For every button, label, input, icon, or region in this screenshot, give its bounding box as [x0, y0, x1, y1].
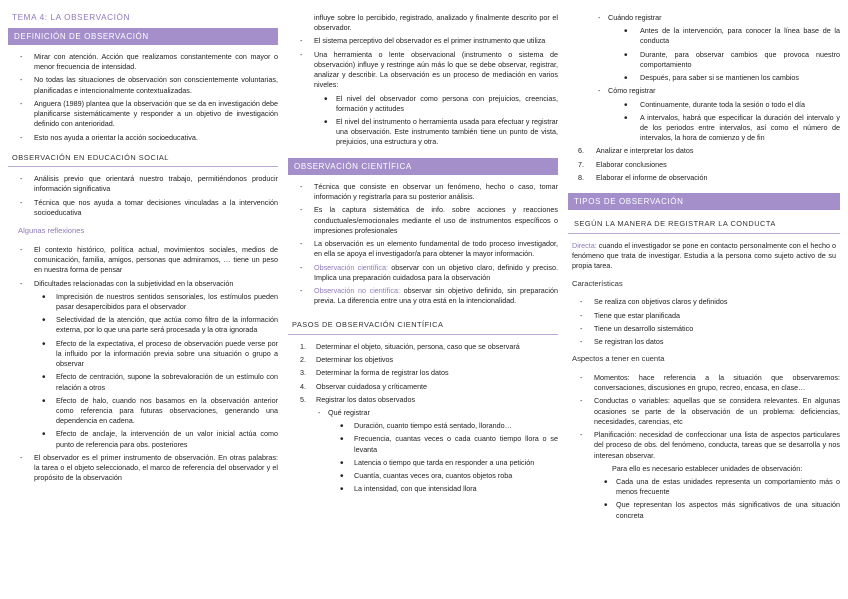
list-item: • Continuamente, durante toda la sesión o todo el día: [568, 100, 840, 110]
list-item: • Efecto de halo, cuando nos basamos en la observación anterior como referencia para futuras observaciones, generando una dependencia en cadena.: [8, 396, 278, 427]
list-item: • Duración, cuanto tiempo está sentado, llorando…: [288, 421, 558, 431]
column-1: [8, 10, 278, 487]
cientifica-list: [288, 182, 558, 306]
list-item: - Una herramienta o lente observacional (instrumento o sistema de observación) influye y restringe aún más lo que se debe observar, registrar, analizar y describir. La observación es un proceso de mediación en varios niveles:: [288, 50, 558, 91]
list-item: • Que representan los aspectos más significativos de una situación concreta: [568, 500, 840, 520]
list-item: • Imprecisión de nuestros sentidos sensoriales, los estímulos pueden pasar desapercibidos para el observador: [8, 292, 278, 312]
highlight-term: Observación científica:: [314, 262, 388, 272]
list-item: [288, 382, 558, 392]
list-item: - Tiene un desarrollo sistemático: [568, 324, 840, 334]
list-item: - Análisis previo que orientará nuestro trabajo, permitiéndonos producir información significativa: [8, 174, 278, 194]
list-item: - Momentos: hace referencia a la situación que observaremos: conversaciones, discusiones en grupo, recreo, encasa, en clase…: [568, 373, 840, 393]
step-number: 6.: [578, 146, 584, 156]
list-item: [568, 173, 840, 183]
list-item: • Selectividad de la atención, que actúa como filtro de la información externa, por lo que una parte será procesada y la otra ignorada: [8, 315, 278, 335]
heading-observacion-cientifica: OBSERVACIÓN CIENTÍFICA: [288, 158, 558, 175]
list-item: - Tiene que estar planificada: [568, 311, 840, 321]
list-item: - Es la captura sistemática de info. sobre acciones y reacciones conductuales/emocionales mediante el uso de instrumentos específicos o impresiones profesionales: [288, 205, 558, 236]
heading-aspectos: Aspectos a tener en cuenta: [572, 354, 665, 364]
list-item: - El sistema perceptivo del observador es el primer instrumento que utiliza: [288, 36, 558, 46]
step-text: Determinar la forma de registrar los datos: [316, 368, 449, 378]
step-number: 8.: [578, 172, 584, 182]
heading-educacion-social: OBSERVACIÓN EN EDUCACIÓN SOCIAL: [8, 151, 278, 168]
caracteristicas-list: [568, 297, 840, 347]
list-item: - Qué registrar: [288, 408, 558, 418]
column-2: [288, 10, 558, 498]
list-item: • Antes de la intervención, para conocer la línea base de la conducta: [568, 26, 840, 46]
step-text: Registrar los datos observados: [316, 394, 416, 404]
page-title: TEMA 4: LA OBSERVACIÓN: [12, 13, 131, 22]
list-item: [288, 263, 558, 283]
list-item: - Esto nos ayuda a orientar la acción socioeducativa.: [8, 133, 278, 143]
list-item: • Después, para saber si se mantienen los cambios: [568, 73, 840, 83]
heading-tipos: TIPOS DE OBSERVACIÓN: [568, 193, 840, 210]
step-number: 3.: [300, 368, 306, 378]
step-number: 1.: [300, 341, 306, 351]
list-item: - Se registran los datos: [568, 337, 840, 347]
heading-reflexiones: Algunas reflexiones: [18, 226, 85, 236]
definicion-list: [8, 52, 278, 143]
list-item: - El contexto histórico, política actual, movimientos sociales, medios de comunicación, familia, amigos, personas que admiramos, … tiene un peso en nuestra forma de pensar: [8, 245, 278, 276]
aspectos-paragraph: Para ello es necesario establecer unidades de observación:: [612, 463, 803, 473]
list-item: • Cuantía, cuantas veces ora, cuantos objetos roba: [288, 471, 558, 481]
list-item: • Frecuencia, cuantas veces o cada cuanto tiempo llora o se levanta: [288, 434, 558, 454]
step-text: Elaborar el informe de observación: [596, 172, 708, 182]
list-item: - Conductas o variables: aquellas que se considera relevantes. En algunas ocasiones se parte de la observación de un problema: deficiencias, necesidades, carencias, etc: [568, 396, 840, 427]
list-item: • El nivel del instrumento o herramienta usada para efectuar y registrar una observación. Este instrumento también tiene un punto de vista, prejuicios, una estructura y otra.: [288, 117, 558, 148]
list-item: • Efecto de la expectativa, el proceso de observación puede verse por la influido por la información previa sobre una situación o grupo a observar: [8, 339, 278, 370]
definition-text: observar con un objetivo claro, definido y preciso. Implica una preparación cuidadosa para la observación: [314, 262, 558, 282]
list-item: [288, 342, 558, 352]
definition-text: observar sin objetivo definido, sin preparación previa. La diferencia entre una y otra está en la intencionalidad.: [314, 285, 558, 306]
list-item: [288, 286, 558, 306]
list-item: - No todas las situaciones de observación son conscientemente voluntarias, planificadas e intencionalmente contextualizadas.: [8, 75, 278, 95]
step-number: 2.: [300, 355, 306, 365]
heading-caracteristicas: Características: [572, 278, 623, 288]
list-item: • Durante, para observar cambios que provoca nuestro comportamiento: [568, 50, 840, 70]
unidades-list: [568, 477, 840, 521]
directa-paragraph: [568, 241, 840, 272]
heading-segun-registro: SEGÚN LA MANERA DE REGISTRAR LA CONDUCTA: [568, 217, 840, 234]
list-item: - Cuándo registrar: [568, 13, 840, 23]
list-item: [568, 146, 840, 156]
heading-definicion: DEFINICIÓN DE OBSERVACIÓN: [8, 28, 278, 45]
list-item: • El nivel del observador como persona con prejuicios, creencias, formación y actitudes: [288, 94, 558, 114]
list-item: [288, 355, 558, 365]
list-item: • Efecto de anclaje, la intervención de un valor inicial actúa como punto de referencia para obs. posteriores: [8, 429, 278, 449]
continued-list: [288, 36, 558, 147]
list-item: [288, 368, 558, 378]
definition-text: cuando el investigador se pone en contacto personalmente con el hecho o fenómeno que trata de investigar. Estudia a la persona como sujeto activo de su propia tarea.: [572, 240, 836, 271]
registro-list: [568, 13, 840, 143]
reflexiones-list: [8, 245, 278, 484]
step-number: 7.: [578, 159, 584, 169]
heading-pasos: PASOS DE OBSERVACIÓN CIENTÍFICA: [288, 318, 558, 335]
list-item: • Latencia o tiempo que tarda en responder a una petición: [288, 458, 558, 468]
step-text: Determinar los objetivos: [316, 355, 394, 365]
list-item: - Se realiza con objetivos claros y definidos: [568, 297, 840, 307]
step-number: 4.: [300, 381, 306, 391]
step-text: Analizar e interpretar los datos: [596, 146, 694, 156]
step-text: Observar cuidadosa y críticamente: [316, 381, 428, 391]
list-item: • Cada una de estas unidades representa un comportamiento más o menos frecuente: [568, 477, 840, 497]
step-number: 5.: [300, 394, 306, 404]
continued-text: influye sobre lo percibido, registrado, analizado y finalmente descrito por el observador.: [314, 13, 558, 33]
list-item: - El observador es el primer instrumento de observación. En otras palabras: la tarea o el objeto seleccionado, el marco de referencia del observador y el propósito de la observación: [8, 453, 278, 484]
list-item: - Dificultades relacionadas con la subjetividad en la observación: [8, 279, 278, 289]
list-item: • La intensidad, con que intensidad llora: [288, 484, 558, 494]
list-item: - Técnica que nos ayuda a tomar decisiones vinculadas a la intervención socioeducativa: [8, 198, 278, 218]
list-item: - La observación es un elemento fundamental de todo proceso investigador, en ella se apoya el investigador/a para obtener la mayor información.: [288, 239, 558, 259]
list-item: [568, 160, 840, 170]
pasos-list-continued: [568, 146, 840, 183]
list-item: - Anguera (1989) plantea que la observación que se da en investigación debe planificarse sistemáticamente y responder a un objetivo de investigación definido con anterioridad.: [8, 99, 278, 130]
list-item: - Técnica que consiste en observar un fenómeno, hecho o caso, tomar información y registrarla para su posterior análisis.: [288, 182, 558, 202]
list-item: • A intervalos, habrá que especificar la duración del intervalo y de los periodos entre intervalos, así como el número de intervalos, la hora de comienzo y de fin: [568, 113, 840, 144]
step-text: Determinar el objeto, situación, persona, caso que se observará: [316, 341, 520, 351]
highlight-term: Directa:: [572, 240, 597, 250]
highlight-term: Observación no científica:: [314, 285, 400, 295]
educacion-list: [8, 174, 278, 218]
aspectos-list: [568, 373, 840, 461]
list-item: - Cómo registrar: [568, 86, 840, 96]
column-3: [568, 10, 840, 524]
list-item: [288, 395, 558, 405]
list-item: - Planificación: necesidad de confeccionar una lista de aspectos particulares del proceso de obs. del fenómeno, conducta, tareas que se desarrolla y nos interesan observar.: [568, 430, 840, 461]
step-text: Elaborar conclusiones: [596, 159, 667, 169]
list-item: - Mirar con atención. Acción que realizamos constantemente con mayor o menor frecuencia de intensidad.: [8, 52, 278, 72]
pasos-list: [288, 342, 558, 495]
list-item: • Efecto de centración, supone la sobrevaloración de un estímulo con relación a otros: [8, 372, 278, 392]
